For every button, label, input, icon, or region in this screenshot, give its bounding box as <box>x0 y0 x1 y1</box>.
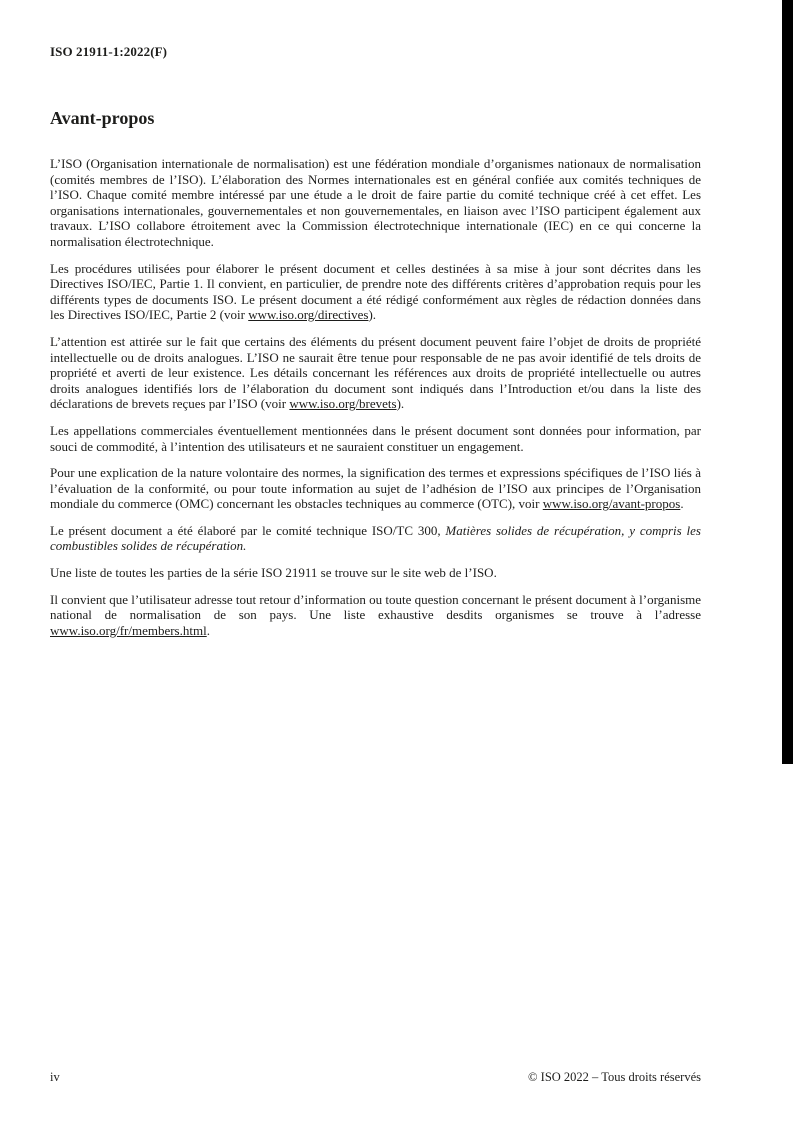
paragraph-intellectual-property <box>50 334 701 412</box>
paragraph-feedback <box>50 592 701 639</box>
paragraph-text: Le présent document a été élaboré par le comité technique ISO/TC 300, <box>50 522 446 538</box>
paragraph-procedures <box>50 261 701 323</box>
committee-title-italic: Matières solides de récupération, y compris les combustibles solides de récupération. <box>50 522 701 554</box>
copyright-notice: © ISO 2022 – Tous droits réservés <box>528 1070 701 1084</box>
foreword-body <box>50 156 701 638</box>
paragraph-text: . <box>680 496 684 512</box>
paragraph-trade-names: Les appellations commerciales éventuellement mentionnées dans le présent document sont données pour information, par souci de commodité, à l’intention des utilisateurs et ne sauraient constituer un engagement. <box>50 422 701 454</box>
paragraph-voluntary-nature <box>50 465 701 512</box>
link-iso-directives[interactable]: www.iso.org/directives <box>248 307 369 323</box>
paragraph-series-list: Une liste de toutes les parties de la série ISO 21911 se trouve sur le site web de l’ISO. <box>50 565 497 581</box>
page-footer <box>50 1070 701 1085</box>
paragraph-iso-federation: L’ISO (Organisation internationale de normalisation) est une fédération mondiale d’organismes nationaux de normalisation (comités membres de l’ISO). L’élaboration des Normes internationales est en général confiée aux comités techniques de l’ISO. Chaque comité membre intéressé par une étude a le droit de faire partie du comité technique créé à cet effet. Les organisations internationales, gouvernementales et non gouvernementales, en liaison avec l’ISO participent également aux travaux. L’ISO collabore étroitement avec la Commission électrotechnique internationale (IEC) en ce qui concerne la normalisation électrotechnique. <box>50 156 701 249</box>
paragraph-text: Il convient que l’utilisateur adresse tout retour d’information ou toute question concernant le présent document à l’organisme national de normalisation de son pays. Une liste exhaustive desdits organismes se trouve à l’adresse <box>50 591 702 623</box>
page-content <box>50 44 701 649</box>
paragraph-text: ). <box>368 307 377 323</box>
paragraph-text: Les procédures utilisées pour élaborer le présent document et celles destinées à sa mise à jour sont décrites dans les Directives ISO/IEC, Partie 1. Il convient, en particulier, de prendre note des différents critères d’approbation requis pour les différents types de documents ISO. Le présent document a été rédigé conformément aux règles de rédaction données dans les Directives ISO/IEC, Partie 2 (voir <box>50 260 701 323</box>
page-edge-marker <box>782 0 793 764</box>
link-iso-avant-propos[interactable]: www.iso.org/avant-propos <box>542 496 681 512</box>
paragraph-text: . <box>206 622 210 638</box>
document-reference: ISO 21911-1:2022(F) <box>50 44 168 59</box>
paragraph-text: L’attention est attirée sur le fait que certains des éléments du présent document peuvent faire l’objet de droits de propriété intellectuelle ou de droits analogues. L’ISO ne saurait être tenue pour responsable de ne pas avoir identifié de tels droits de propriété et averti de leur existence. Les détails concernant les références aux droits de propriété intellectuelle ou autres droits analogues identifiés lors de l’élaboration du document sont indiqués dans l’Introduction et/ou dans la liste des déclarations de brevets reçues par l’ISO (voir <box>50 333 701 412</box>
section-title: Avant-propos <box>50 108 155 128</box>
page-number: iv <box>50 1070 60 1084</box>
link-iso-brevets[interactable]: www.iso.org/brevets <box>289 396 397 412</box>
paragraph-text: ). <box>396 396 405 412</box>
paragraph-technical-committee <box>50 523 701 554</box>
link-iso-members[interactable]: www.iso.org/fr/members.html <box>50 622 207 638</box>
paragraph-text: Pour une explication de la nature volontaire des normes, la signification des termes et expressions spécifiques de l’ISO liés à l’évaluation de la conformité, ou pour toute information au sujet de l’adhésion de l’ISO aux principes de l’Organisation mondiale du commerce (OMC) concernant les obstacles techniques au commerce (OTC), voir <box>50 465 701 512</box>
